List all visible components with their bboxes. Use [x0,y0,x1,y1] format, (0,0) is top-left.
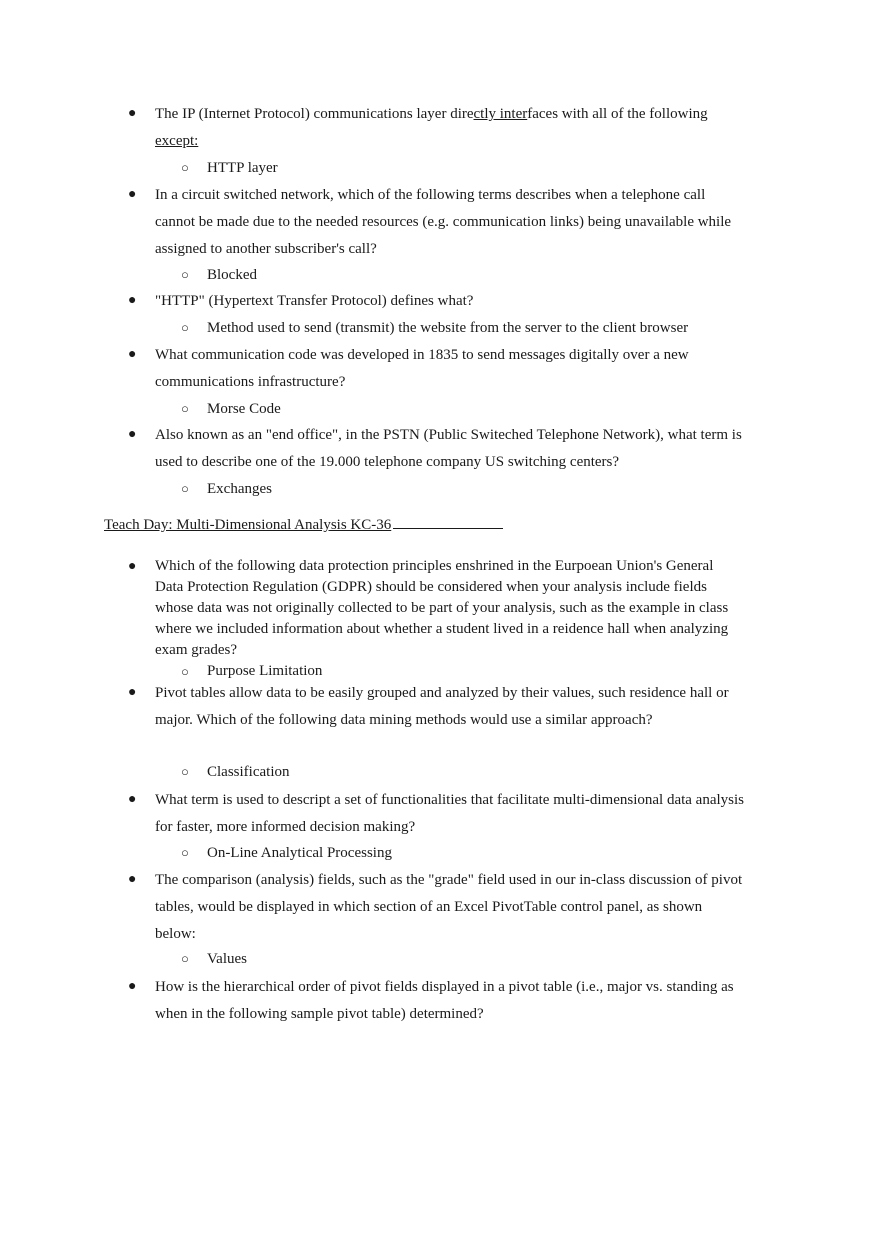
bullet-icon: ● [128,872,137,887]
answer-7: Classification [207,764,290,780]
bullet-icon: ● [128,187,137,202]
bullet-icon: ● [128,792,137,807]
question-3: "HTTP" (Hypertext Transfer Protocol) defines what? [155,293,474,309]
question-4: What communication code was developed in 1835 to send messages digitally over a new communications infrastructure? [155,347,689,390]
circle-bullet-icon: ○ [181,664,189,679]
bullet-icon: ● [128,106,137,121]
circle-bullet-icon: ○ [181,481,189,496]
bullet-icon: ● [128,427,137,442]
question-6: Which of the following data protection principles enshrined in the Eurpoean Union's General Data Protection Regulation (GDPR) should be considered when your analysis include fields whose data was not originally collected to be part of your analysis, such as the example in class where we included information about whether a student lived in a reidence hall when analyzing exam grades? [155,558,729,658]
question-1-text-a: The IP (Internet Protocol) communications layer dire [155,106,474,122]
question-1 [155,101,745,155]
bullet-icon: ● [128,979,137,994]
answer-9: Values [207,951,247,967]
answer-1: HTTP layer [207,160,278,176]
question-9: The comparison (analysis) fields, such as the "grade" field used in our in-class discussion of pivot tables, would be displayed in which section of an Excel PivotTable control panel, as shown below: [155,872,743,942]
answer-5: Exchanges [207,481,272,497]
circle-bullet-icon: ○ [181,320,189,335]
answer-8: On-Line Analytical Processing [207,845,392,861]
circle-bullet-icon: ○ [181,845,189,860]
section-heading-text: Teach Day: Multi-Dimensional Analysis KC-36 [104,517,392,533]
bullet-icon: ● [128,559,137,574]
bullet-icon: ● [128,685,137,700]
circle-bullet-icon: ○ [181,764,189,779]
section-heading [104,512,503,538]
circle-bullet-icon: ○ [181,951,189,966]
question-1-text-b: faces with all of the following [527,106,708,122]
bullet-icon: ● [128,347,137,362]
question-2: In a circuit switched network, which of the following terms describes when a telephone call cannot be made due to the needed resources (e.g. communication links) being unavailable while assigned to another subscriber's call? [155,187,732,257]
question-7: Pivot tables allow data to be easily grouped and analyzed by their values, such residence hall or major. Which of the following data mining methods would use a similar approach? [155,685,729,728]
answer-3: Method used to send (transmit) the website from the server to the client browser [207,320,689,336]
question-5: Also known as an "end office", in the PSTN (Public Switeched Telephone Network), what term is used to describe one of the 19.000 telephone company US switching centers? [155,427,742,470]
question-8: What term is used to descript a set of functionalities that facilitate multi-dimensional data analysis for faster, more informed decision making? [155,792,744,835]
answer-6: Purpose Limitation [207,663,323,679]
answer-2: Blocked [207,267,257,283]
bullet-icon: ● [128,293,137,308]
circle-bullet-icon: ○ [181,401,189,416]
answer-4: Morse Code [207,401,281,417]
question-1-underlined-b: except: [155,132,199,149]
circle-bullet-icon: ○ [181,267,189,282]
circle-bullet-icon: ○ [181,160,189,175]
heading-underline [393,527,503,529]
question-1-underlined-a: ctly inter [473,106,528,122]
question-10: How is the hierarchical order of pivot fields displayed in a pivot table (i.e., major vs. standing as when in the following sample pivot table) determined? [155,979,734,1022]
